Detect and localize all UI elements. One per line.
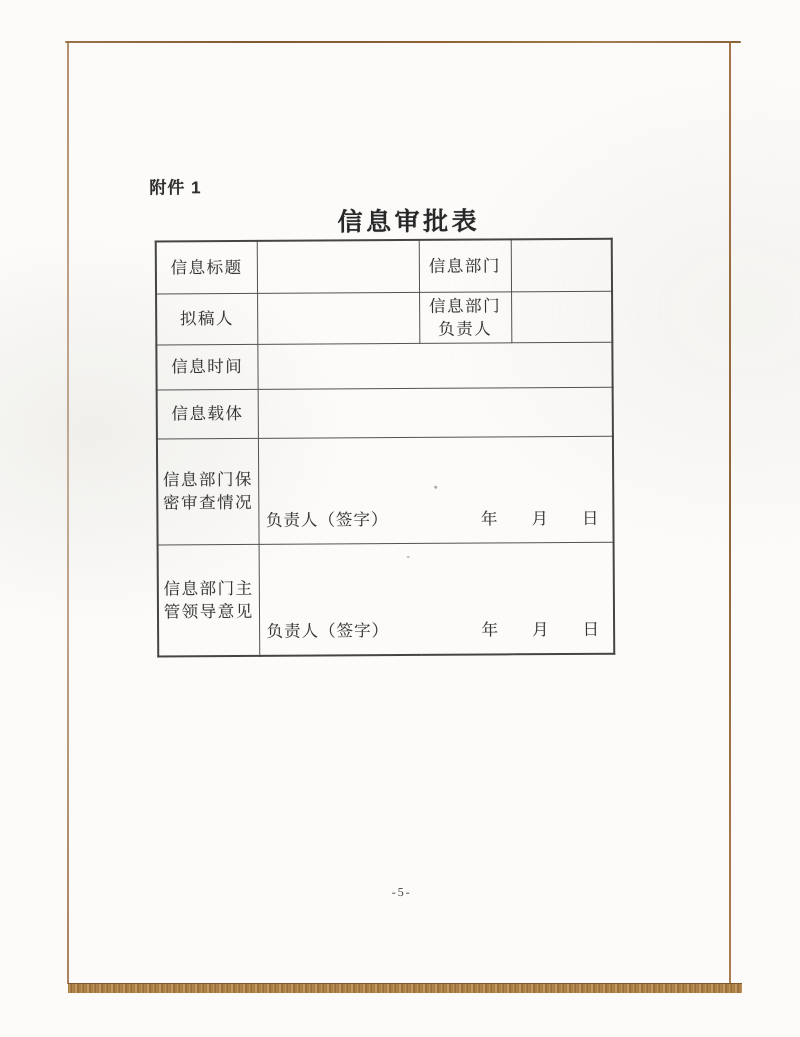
label-info-department: 信息部门	[419, 239, 511, 292]
label-line: 管领导意见	[163, 601, 254, 622]
field-info-department-head	[511, 291, 612, 343]
label-drafter: 拟稿人	[156, 293, 257, 345]
date-units	[481, 504, 599, 529]
date-day: 日	[581, 508, 599, 528]
label-info-carrier: 信息载体	[157, 389, 258, 439]
label-line: 信息部门保	[162, 469, 253, 490]
field-confidentiality-review	[258, 436, 614, 544]
row-info-time	[156, 342, 612, 390]
date-units	[482, 616, 600, 641]
label-confidentiality-review	[157, 438, 259, 545]
label-line: 密审查情况	[163, 493, 254, 513]
signature-line	[266, 504, 599, 530]
form-title: 信息审批表	[337, 207, 481, 237]
scan-speck	[434, 486, 437, 489]
sign-label: 负责人（签字）	[266, 621, 390, 642]
field-info-department	[511, 239, 612, 292]
date-year: 年	[480, 509, 498, 529]
date-day: 日	[582, 619, 600, 640]
row-supervisor-opinion	[158, 542, 615, 657]
label-info-title: 信息标题	[156, 241, 257, 294]
signature-line	[267, 616, 600, 642]
label-line: 负责人	[438, 319, 493, 339]
label-line: 信息部门	[429, 295, 502, 316]
date-month: 月	[532, 620, 549, 640]
date-year: 年	[481, 620, 499, 640]
scan-speck	[407, 556, 410, 558]
row-confidentiality-review	[157, 436, 614, 545]
field-info-carrier	[258, 387, 613, 438]
date-month: 月	[531, 508, 548, 528]
field-drafter	[257, 292, 419, 344]
label-info-time: 信息时间	[156, 344, 257, 390]
row-info-carrier	[157, 387, 613, 439]
attachment-label: 附件 1	[149, 178, 202, 198]
field-info-title	[257, 240, 419, 293]
row-drafter	[156, 291, 612, 345]
label-info-department-head	[419, 291, 511, 343]
field-supervisor-opinion	[259, 542, 615, 656]
sign-label: 负责人（签字）	[265, 509, 389, 530]
label-line: 信息部门主	[163, 578, 254, 599]
field-info-time	[257, 342, 612, 389]
row-info-title	[156, 239, 612, 294]
page-number: -5-	[391, 884, 412, 900]
approval-form-table	[155, 238, 616, 658]
label-supervisor-opinion	[158, 544, 260, 657]
